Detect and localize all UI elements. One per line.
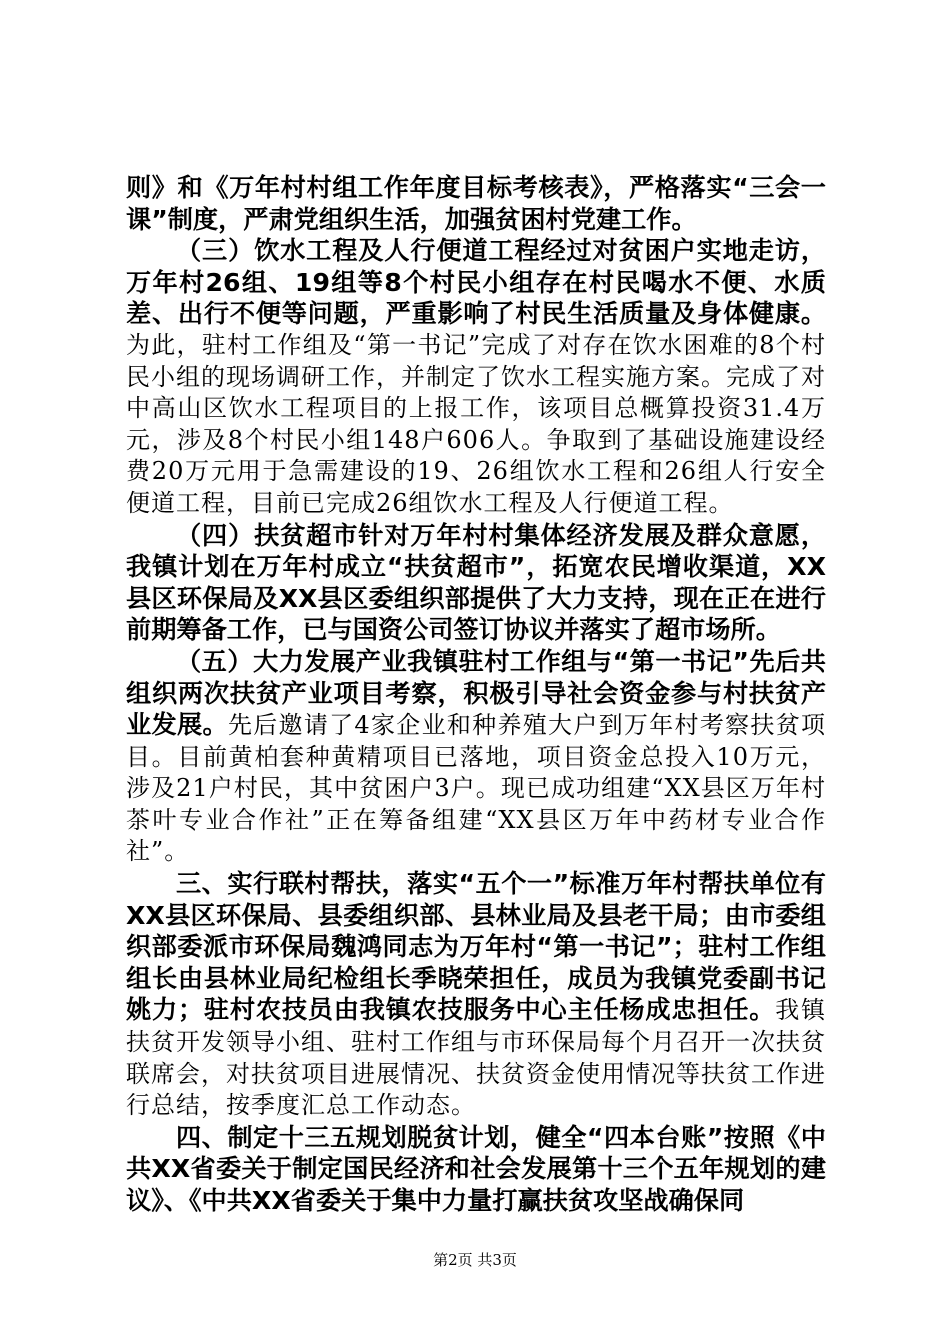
paragraph xyxy=(126,646,826,868)
bold-text-segment: 三、实行联村帮扶，落实“五个一”标准万年村帮扶单位有XX县区环保局、县委组织部、县林业局及县老干局；由市委组织部委派市环保局魏鸿同志为万年村“第一书记”；驻村工作组组长由县林业局纪检组长季晓荣担任，成员为我镇党委副书记姚力；驻村农技员由我镇农技服务中心主任杨成忠担任。 xyxy=(126,869,826,1025)
regular-text-segment: 先后邀请了4家企业和种养殖大户到万年村考察扶贫项目。目前黄柏套种黄精项目已落地，项目资金总投入10万元，涉及21户村民，其中贫困户3户。现已成功组建“XX县区万年村茶叶专业合作社”正在筹备组建“XX县区万年中药材专业合作社”。 xyxy=(126,711,826,866)
document-body xyxy=(126,172,826,1217)
paragraph xyxy=(126,520,826,646)
paragraph xyxy=(126,868,826,1122)
page-footer: 第2页 共3页 xyxy=(433,1251,517,1269)
bold-text-segment: （五）大力发展产业我镇驻村工作组与“第一书记”先后共组织两次扶贫产业项目考察，积极引导社会资金参与村扶贫产业发展。 xyxy=(126,646,826,740)
regular-text-segment: 我镇扶贫开发领导小组、驻村工作组与市环保局每个月召开一次扶贫联席会，对扶贫项目进展情况、扶贫资金使用情况等扶贫工作进行总结，按季度汇总工作动态。 xyxy=(126,996,826,1120)
regular-text-segment: 为此，驻村工作组及“第一书记”完成了对存在饮水困难的8个村民小组的现场调研工作，并制定了饮水工程实施方案。完成了对中高山区饮水工程项目的上报工作，该项目总概算投资31.4万元，涉及8个村民小组148户606人。争取到了基础设施建设经费20万元用于急需建设的19、26组饮水工程和26组人行安全便道工程，目前已完成26组饮水工程及人行便道工程。 xyxy=(126,330,826,517)
paragraph xyxy=(126,1122,826,1217)
bold-text-segment: 四、制定十三五规划脱贫计划，健全“四本台账”按照《中共XX省委关于制定国民经济和社会发展第十三个五年规划的建议》、《中共XX省委关于集中力量打赢扶贫攻坚战确保同 xyxy=(126,1122,826,1215)
paragraph xyxy=(126,235,826,519)
bold-text-segment: （四）扶贫超市针对万年村村集体经济发展及群众意愿，我镇计划在万年村成立“扶贫超市”，拓宽农民增收渠道，XX县区环保局及XX县区委组织部提供了大力支持，现在正在进行前期筹备工作，已与国资公司签订协议并落实了超市场所。 xyxy=(126,520,826,645)
paragraph xyxy=(126,172,826,235)
bold-text-segment: （三）饮水工程及人行便道工程经过对贫困户实地走访，万年村26组、19组等8个村民小组存在村民喝水不便、水质差、出行不便等问题，严重影响了村民生活质量及身体健康。 xyxy=(126,236,826,329)
bold-text-segment: 则》和《万年村村组工作年度目标考核表》，严格落实“三会一课”制度，严肃党组织生活，加强贫困村党建工作。 xyxy=(126,173,826,234)
